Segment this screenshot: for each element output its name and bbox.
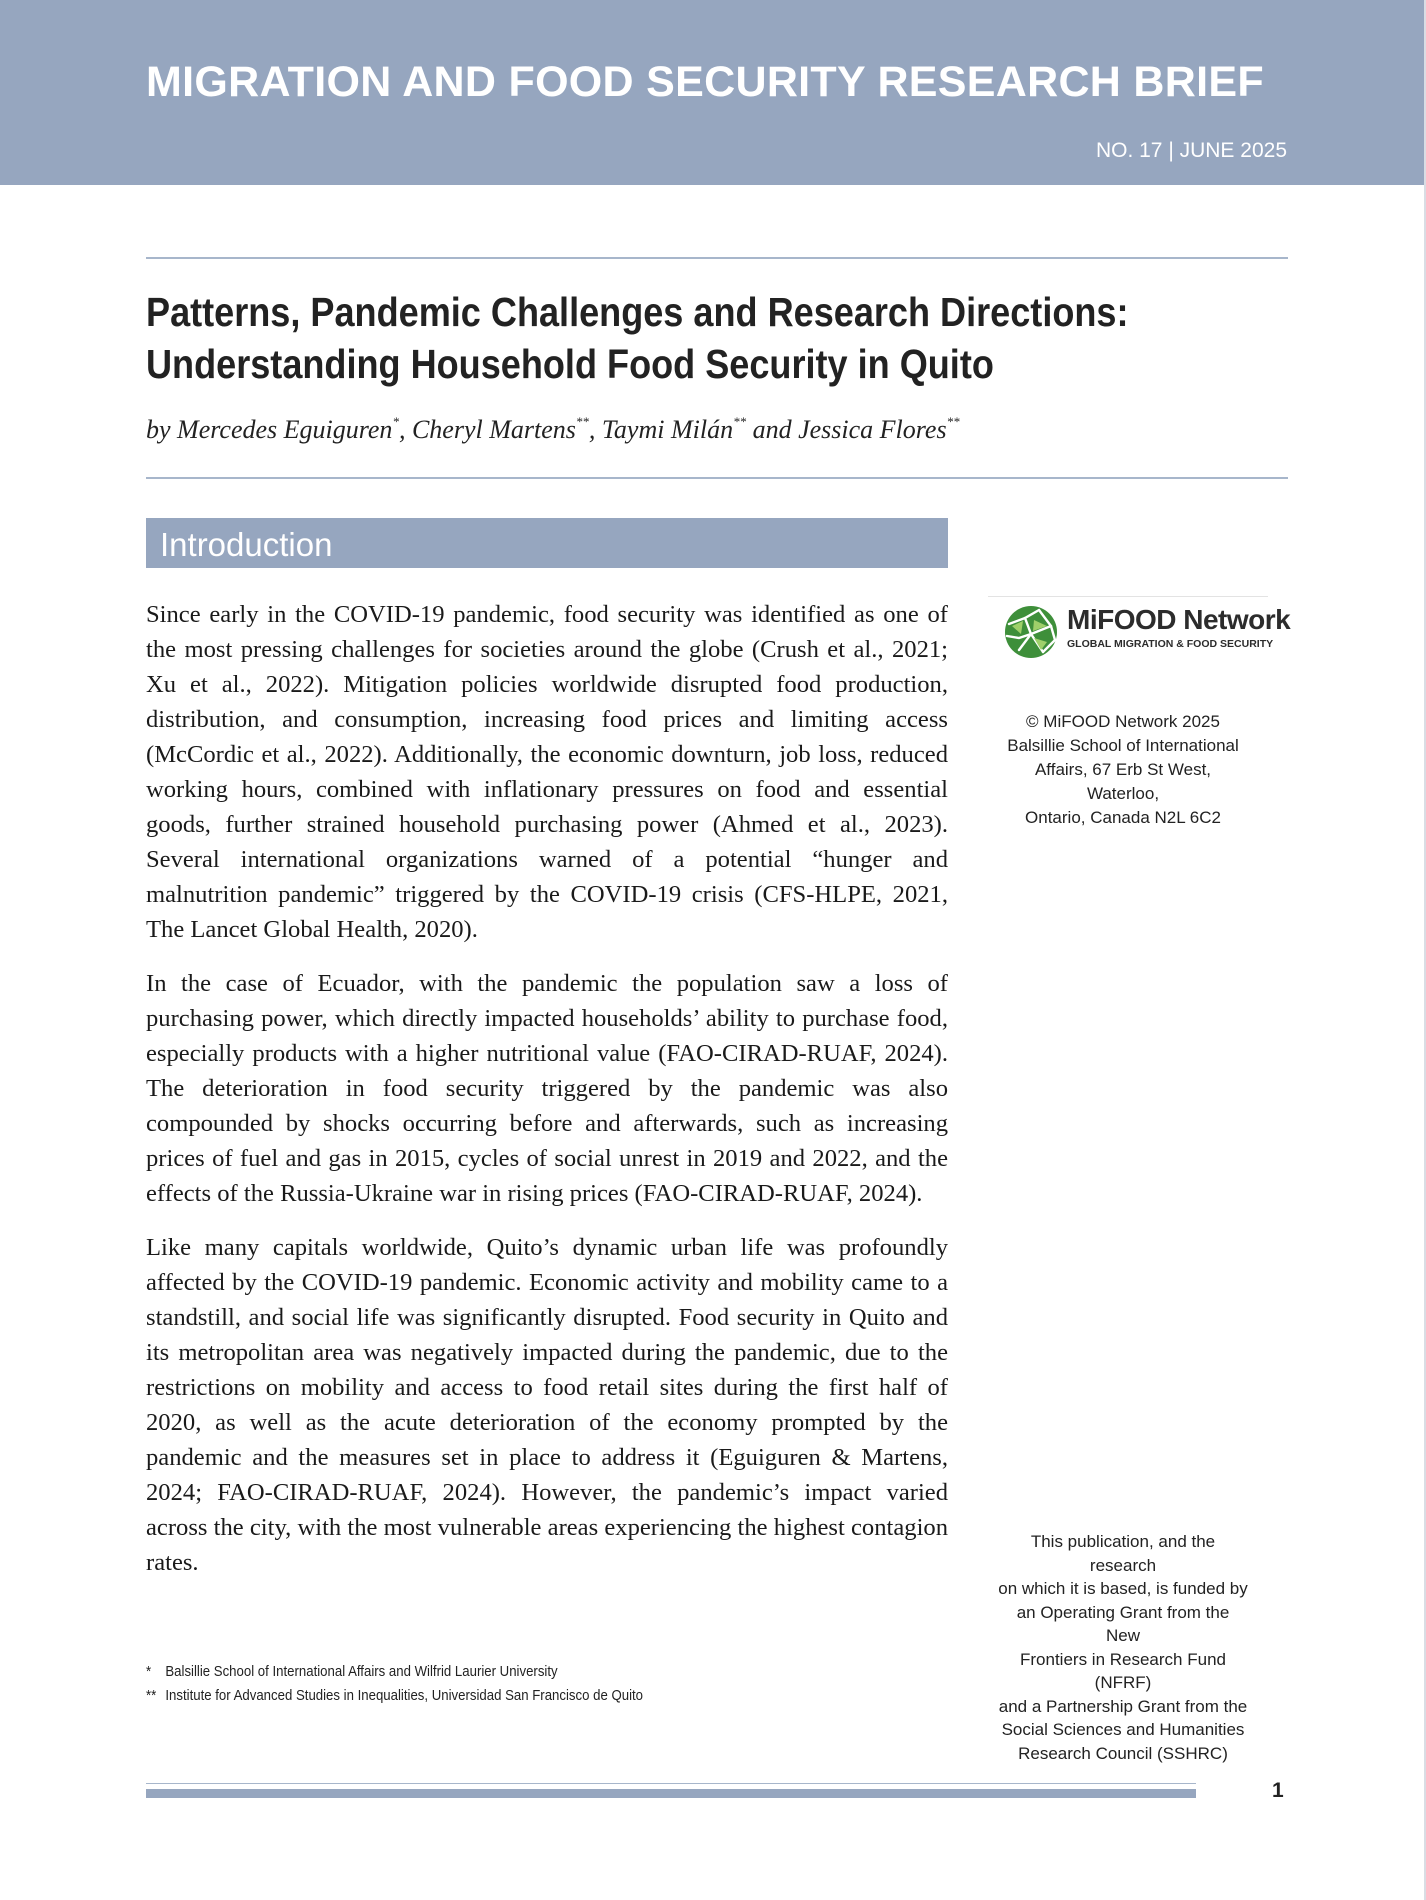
header-band	[0, 0, 1424, 185]
introduction-body	[146, 597, 948, 1599]
document-title-line-1: Patterns, Pandemic Challenges and Research Directions:	[146, 289, 1129, 335]
funding-line: This publication, and the research	[1030, 1532, 1216, 1575]
footnote	[146, 1684, 643, 1708]
document-title	[146, 286, 1149, 390]
copyright-line: © MiFOOD Network 2025	[1026, 712, 1220, 731]
funding-line: an Operating Grant from the New	[1016, 1602, 1230, 1645]
funding-line: Social Sciences and Humanities	[1001, 1720, 1245, 1739]
body-paragraph: Since early in the COVID-19 pandemic, food security was identified as one of the most pressing challenges for societies around the globe (Crush et al., 2021; Xu et al., 2022). Mitigation policies worldwide disrupted food production, distribution, and consumption, increasing food prices and limiting access (McCordic et al., 2022). Additionally, the economic downturn, job loss, reduced working hours, combined with inflationary pressures on food and essential goods, further strained household purchasing power (Ahmed et al., 2023). Several international organizations warned of a potential “hunger and malnutrition pandemic” triggered by the COVID-19 crisis (CFS-HLPE, 2021, The Lancet Global Health, 2020).	[146, 601, 948, 943]
body-paragraph: In the case of Ecuador, with the pandemic the population saw a loss of purchasing power, which directly impacted households’ ability to purchase food, especially products with a higher nutritional value (FAO-CIRAD-RUAF, 2024). The deterioration in food security triggered by the pandemic was also compounded by shocks occurring before and afterwards, such as increasing prices of fuel and gas in 2015, cycles of social unrest in 2019 and 2022, and the effects of the Russia-Ukraine war in rising prices (FAO-CIRAD-RUAF, 2024).	[146, 970, 948, 1207]
footnote-mark: **	[146, 1687, 157, 1704]
footnotes	[146, 1660, 643, 1708]
footnote-mark: *	[146, 1663, 152, 1680]
series-title: MIGRATION AND FOOD SECURITY RESEARCH BRIEF	[146, 58, 1264, 106]
mifood-globe-icon	[1003, 604, 1059, 660]
author-name: Taymi Milán	[601, 415, 734, 444]
body-paragraph: Like many capitals worldwide, Quito’s dynamic urban life was profoundly affected by the COVID-19 pandemic. Economic activity and mobility came to a standstill, and social life was significantly disrupted. Food security in Quito and its metropolitan area was negatively impacted during the pandemic, due to the restrictions on mobility and access to food retail sites during the first half of 2020, as well as the acute deterioration of the economy prompted by the pandemic and the measures set in place to address it (Eguiguren & Martens, 2024; FAO-CIRAD-RUAF, 2024). However, the pandemic’s impact varied across the city, with the most vulnerable areas experiencing the highest contagion rates.	[146, 1234, 948, 1576]
page-number: 1	[1272, 1779, 1284, 1802]
author-affiliation-mark: **	[733, 414, 747, 429]
funding-line: and a Partnership Grant from the	[998, 1696, 1248, 1716]
footnote-text: Institute for Advanced Studies in Inequalities, Universidad San Francisco de Quito	[165, 1687, 644, 1704]
funding-line: on which it is based, is funded by	[998, 1579, 1248, 1598]
copyright-notice	[998, 710, 1248, 830]
author-affiliation-mark: **	[575, 414, 589, 429]
author-name: Jessica Flores	[798, 415, 947, 444]
byline-bottom-rule	[146, 477, 1288, 479]
funding-note	[998, 1530, 1248, 1765]
byline-prefix: by	[146, 415, 178, 444]
title-top-rule	[146, 257, 1288, 259]
byline	[146, 414, 960, 445]
author-affiliation-mark: *	[392, 414, 399, 429]
logo-name: MiFOOD Network	[1067, 604, 1291, 635]
document-title-line-2: Understanding Household Food Security in Quito	[146, 341, 994, 387]
author-affiliation-mark: **	[946, 414, 960, 429]
funding-line: Frontiers in Research Fund (NFRF)	[1020, 1649, 1226, 1692]
copyright-line: Balsillie School of International	[1007, 736, 1239, 755]
author-name: Cheryl Martens	[411, 415, 576, 444]
issue-number-date: NO. 17 | JUNE 2025	[1095, 139, 1287, 162]
footnote	[146, 1660, 643, 1684]
byline-separator: and	[746, 415, 799, 444]
footer-rule-thin	[146, 1783, 1196, 1784]
footnote-text: Balsillie School of International Affairs and Wilfrid Laurier University	[165, 1663, 558, 1680]
author-name: Mercedes Eguiguren	[177, 415, 393, 444]
mifood-logo	[1003, 604, 1293, 660]
logo-tagline: GLOBAL MIGRATION & FOOD SECURITY	[1067, 638, 1274, 650]
copyright-line: Ontario, Canada N2L 6C2	[1025, 808, 1221, 827]
footer-rule-thick	[146, 1789, 1196, 1798]
byline-separator: ,	[398, 415, 412, 444]
byline-separator: ,	[588, 415, 602, 444]
funding-line: Research Council (SSHRC)	[1018, 1743, 1228, 1763]
logo-top-rule	[988, 596, 1268, 597]
copyright-line: Affairs, 67 Erb St West, Waterloo,	[1034, 760, 1212, 803]
section-heading-introduction: Introduction	[160, 526, 333, 563]
section-heading-bar	[146, 518, 948, 568]
